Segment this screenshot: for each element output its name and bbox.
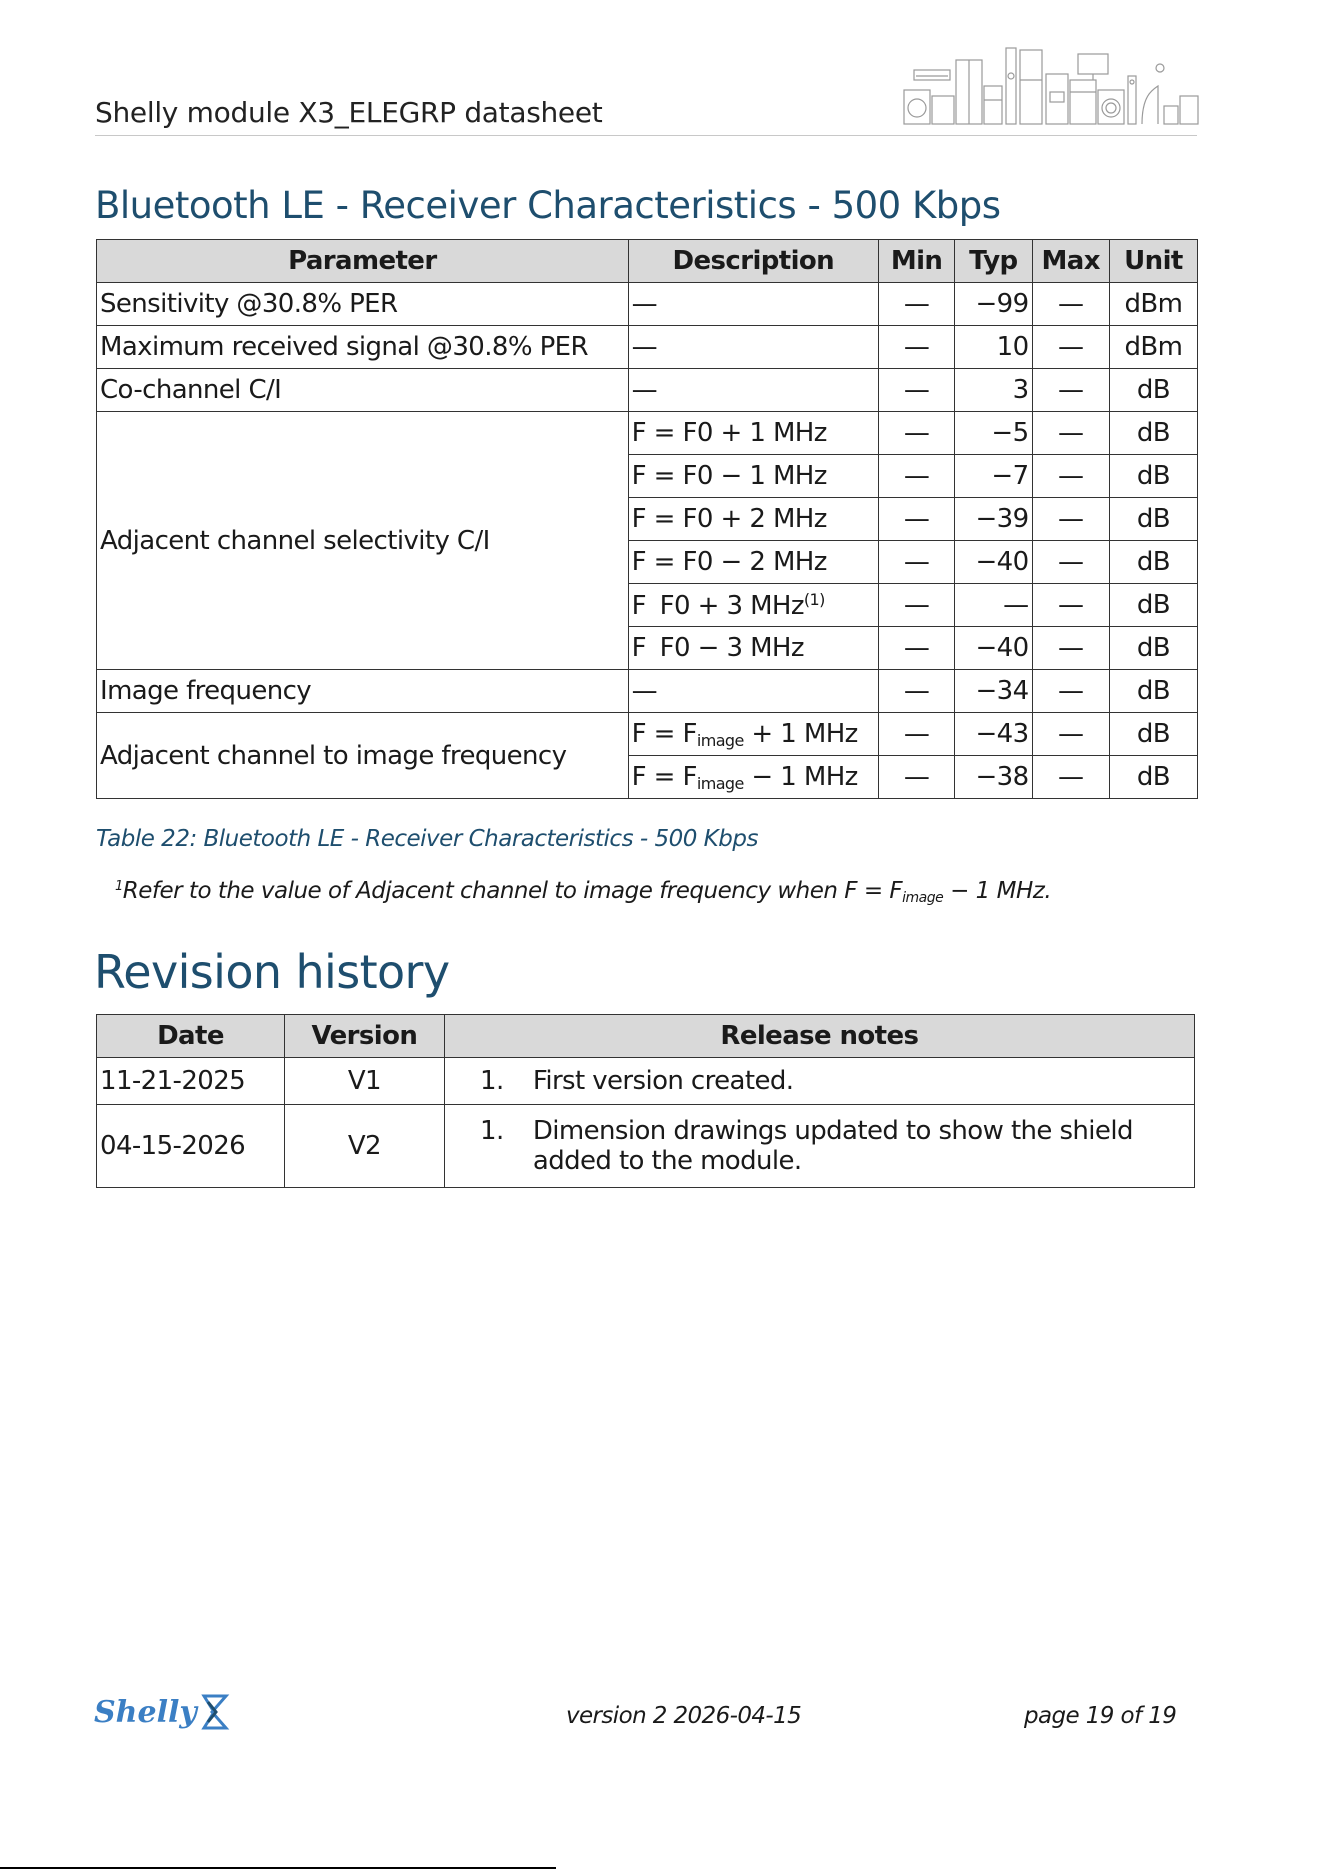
date-cell: 04-15-2026 <box>97 1105 285 1188</box>
appliances-illustration-icon <box>902 46 1202 128</box>
min-cell: — <box>878 756 954 799</box>
max-cell: — <box>1032 326 1109 369</box>
shelly-logo-icon <box>92 1688 232 1734</box>
min-cell: — <box>878 412 954 455</box>
max-cell: — <box>1032 584 1109 627</box>
description-cell: — <box>628 326 878 369</box>
description-cell: F = F0 − 2 MHz <box>628 541 878 584</box>
description-text: F0 + 3 MHz <box>659 590 804 621</box>
unit-cell: dB <box>1109 756 1197 799</box>
max-cell: — <box>1032 498 1109 541</box>
header-date: Date <box>97 1015 285 1058</box>
description-text: − 1 MHz <box>743 761 858 792</box>
description-cell: — <box>628 670 878 713</box>
typ-cell: −40 <box>955 541 1032 584</box>
list-item <box>451 1066 1188 1096</box>
description-text: + 1 MHz <box>743 718 858 749</box>
min-cell: — <box>878 584 954 627</box>
table-header-row <box>97 1015 1195 1058</box>
description-cell: F = F0 + 1 MHz <box>628 412 878 455</box>
unit-cell: dBm <box>1109 326 1197 369</box>
subscript-image: image <box>696 730 744 750</box>
unit-cell: dB <box>1109 369 1197 412</box>
min-cell: — <box>878 541 954 584</box>
note-line-1: Dimension drawings updated to show the shield <box>532 1116 1133 1146</box>
description-text: F0 − 3 MHz <box>659 633 804 663</box>
min-cell: — <box>878 369 954 412</box>
table-row <box>97 412 1198 455</box>
footnote-subscript: image <box>902 890 944 906</box>
unit-cell: dB <box>1109 498 1197 541</box>
unit-cell: dB <box>1109 412 1197 455</box>
description-text: F = F <box>631 761 697 792</box>
release-notes-cell <box>444 1105 1194 1188</box>
list-item <box>451 1116 1188 1176</box>
description-cell <box>628 756 878 799</box>
description-cell: F = F0 − 1 MHz <box>628 455 878 498</box>
description-cell: — <box>628 283 878 326</box>
bottom-divider <box>0 1867 556 1869</box>
header-release-notes: Release notes <box>444 1015 1194 1058</box>
note-line-2: added to the module. <box>532 1146 802 1176</box>
unit-cell: dB <box>1109 584 1197 627</box>
release-notes-cell <box>444 1058 1194 1105</box>
unit-cell: dB <box>1109 670 1197 713</box>
logo-wordmark: Shelly <box>94 1695 197 1730</box>
typ-cell: 3 <box>955 369 1032 412</box>
typ-cell: −40 <box>955 627 1032 670</box>
parameter-cell: Adjacent channel to image frequency <box>97 713 629 799</box>
typ-cell: −5 <box>955 412 1032 455</box>
list-number: 1. <box>480 1066 504 1096</box>
typ-cell: −39 <box>955 498 1032 541</box>
footnote-text: Refer to the value of Adjacent channel to image frequency when F = F <box>122 878 903 904</box>
parameter-cell: Maximum received signal @30.8% PER <box>97 326 629 369</box>
parameter-cell: Sensitivity @30.8% PER <box>97 283 629 326</box>
description-cell: — <box>628 369 878 412</box>
header-unit: Unit <box>1109 240 1197 283</box>
unit-cell: dB <box>1109 541 1197 584</box>
max-cell: — <box>1032 369 1109 412</box>
header-divider <box>95 135 1197 136</box>
footnote-marker: (1) <box>803 589 825 609</box>
min-cell: — <box>878 326 954 369</box>
typ-cell: −99 <box>955 283 1032 326</box>
revision-history-table <box>96 1014 1195 1188</box>
description-cell <box>628 627 878 670</box>
unit-cell: dBm <box>1109 283 1197 326</box>
unit-cell: dB <box>1109 627 1197 670</box>
table-row <box>97 369 1198 412</box>
table-header-row <box>97 240 1198 283</box>
table-caption: Table 22: Bluetooth LE - Receiver Characteristics - 500 Kbps <box>96 826 758 852</box>
header-parameter: Parameter <box>97 240 629 283</box>
max-cell: — <box>1032 541 1109 584</box>
min-cell: — <box>878 627 954 670</box>
header-typ: Typ <box>955 240 1032 283</box>
frequency-symbol: F <box>631 590 647 621</box>
revision-history-title: Revision history <box>94 945 450 999</box>
description-text: F = F <box>631 718 697 749</box>
note-text: First version created. <box>532 1066 794 1096</box>
parameter-cell: Co-channel C/I <box>97 369 629 412</box>
date-cell: 11-21-2025 <box>97 1058 285 1105</box>
max-cell: — <box>1032 627 1109 670</box>
table-row <box>97 713 1198 756</box>
unit-cell: dB <box>1109 455 1197 498</box>
typ-cell: 10 <box>955 326 1032 369</box>
description-cell: F = F0 + 2 MHz <box>628 498 878 541</box>
list-number: 1. <box>480 1116 504 1146</box>
receiver-characteristics-table <box>96 239 1198 799</box>
note-text <box>533 1116 1133 1176</box>
parameter-cell: Adjacent channel selectivity C/I <box>97 412 629 670</box>
max-cell: — <box>1032 670 1109 713</box>
version-cell: V1 <box>284 1058 444 1105</box>
min-cell: — <box>878 498 954 541</box>
header-version: Version <box>284 1015 444 1058</box>
section-title: Bluetooth LE - Receiver Characteristics - 500 Kbps <box>95 184 1001 227</box>
footer-page-number: page 19 of 19 <box>1024 1703 1177 1729</box>
parameter-cell: Image frequency <box>97 670 629 713</box>
typ-cell: −34 <box>955 670 1032 713</box>
header-max: Max <box>1032 240 1109 283</box>
max-cell: — <box>1032 713 1109 756</box>
description-cell <box>628 713 878 756</box>
typ-cell: — <box>955 584 1032 627</box>
min-cell: — <box>878 670 954 713</box>
table-row <box>97 1058 1195 1105</box>
max-cell: — <box>1032 455 1109 498</box>
typ-cell: −43 <box>955 713 1032 756</box>
description-cell <box>628 584 878 627</box>
header-description: Description <box>628 240 878 283</box>
max-cell: — <box>1032 283 1109 326</box>
version-cell: V2 <box>284 1105 444 1188</box>
typ-cell: −38 <box>955 756 1032 799</box>
min-cell: — <box>878 283 954 326</box>
table-row <box>97 670 1198 713</box>
header-min: Min <box>878 240 954 283</box>
min-cell: — <box>878 455 954 498</box>
subscript-image: image <box>696 773 744 793</box>
min-cell: — <box>878 713 954 756</box>
document-header-title: Shelly module X3_ELEGRP datasheet <box>95 96 603 129</box>
table-row <box>97 1105 1195 1188</box>
table-row <box>97 283 1198 326</box>
unit-cell: dB <box>1109 713 1197 756</box>
max-cell: — <box>1032 412 1109 455</box>
table-row <box>97 326 1198 369</box>
max-cell: — <box>1032 756 1109 799</box>
footer-version: version 2 2026-04-15 <box>566 1703 802 1729</box>
frequency-symbol: F <box>631 633 647 663</box>
footnote-number: 1 <box>115 879 123 894</box>
footnote-text-end: − 1 MHz. <box>943 878 1052 904</box>
table-footnote <box>115 878 1051 906</box>
typ-cell: −7 <box>955 455 1032 498</box>
